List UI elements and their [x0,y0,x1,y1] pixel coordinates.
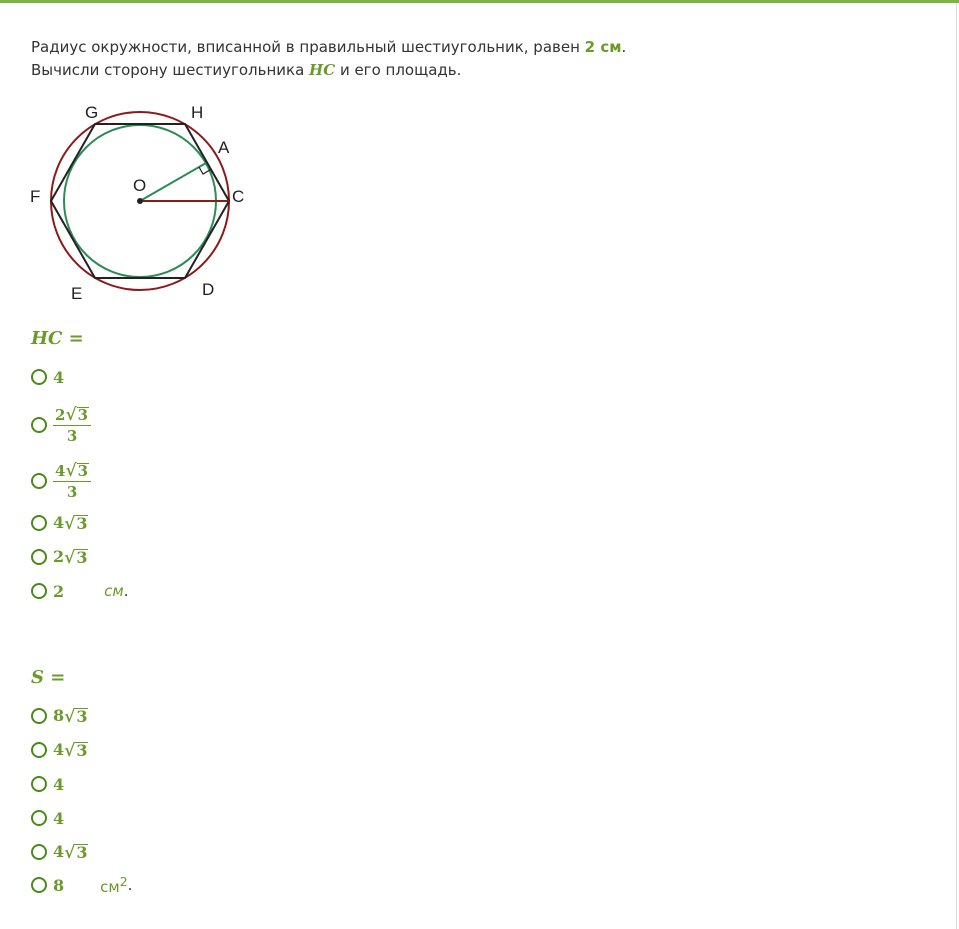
label-e: E [71,284,83,303]
q1-option-4[interactable] [31,511,88,535]
label-h: H [191,103,204,122]
radio-button[interactable] [31,776,47,792]
option-value [53,740,88,760]
top-accent-bar [0,0,959,3]
radio-button[interactable] [31,549,47,565]
radicand: 3 [76,514,88,534]
coefficient: 4 [53,513,65,533]
unit-exponent: 2 [119,874,128,889]
label-f: F [30,187,41,206]
q2-option-6[interactable] [31,873,132,897]
unit-label [100,874,128,896]
radio-button[interactable] [31,844,47,860]
radicand: 3 [76,843,88,863]
q2-option-1[interactable] [31,704,88,728]
radio-button[interactable] [31,369,47,385]
punct: . [123,582,129,600]
label-o: O [133,176,147,195]
label-c: C [232,187,245,206]
sqrt-sign: √ [65,404,77,425]
sqrt [64,842,88,862]
q2-option-3[interactable] [31,772,64,796]
radius-oa [140,163,206,201]
option-value: 4 [53,774,65,794]
coefficient: 8 [53,706,65,726]
radicand: 3 [76,707,88,727]
label-a: A [218,138,230,157]
sqrt-sign: √ [65,460,77,481]
radio-button[interactable] [31,877,47,893]
unit-label: см [104,582,124,600]
task-line-2 [31,59,626,82]
task-text: Радиус окружности, вписанной в правильный шестиугольник, равен [31,38,585,56]
fraction [53,461,91,501]
coefficient: 2 [55,405,66,424]
task-text: Вычисли сторону шестиугольника [31,61,310,79]
sqrt [65,461,89,480]
radicand: 3 [77,462,89,481]
radicand: 3 [76,741,88,761]
q2-label: S = [31,667,66,688]
q1-option-3[interactable] [31,458,91,504]
radio-button[interactable] [31,515,47,531]
q1-option-6[interactable] [31,579,129,603]
q2-option-4[interactable] [31,806,64,830]
option-value [53,706,88,726]
q1-option-2[interactable] [31,402,91,448]
numerator [53,405,91,426]
sqrt-sign: √ [64,740,76,761]
denominator: 3 [66,426,78,445]
option-value [53,547,88,567]
punct: . [621,38,627,56]
center-point-o [137,198,143,204]
sqrt-sign: √ [64,842,76,863]
task-text-end: и его площадь. [335,61,462,79]
task-statement [31,36,626,82]
radius-value: 2 см [584,38,622,56]
q2-option-5[interactable] [31,840,88,864]
fraction [53,405,91,445]
q1-label: HC = [31,328,84,349]
punct: . [127,876,133,894]
q2-option-2[interactable] [31,738,88,762]
coefficient: 4 [55,461,66,480]
radio-button[interactable] [31,708,47,724]
radio-button[interactable] [31,417,47,433]
sqrt [64,740,88,760]
option-value: 8 [53,875,65,895]
q1-option-5[interactable] [31,545,88,569]
task-line-1 [31,36,626,59]
option-value: 4 [53,367,65,387]
sqrt [64,547,88,567]
sqrt [64,706,88,726]
option-value: 2 [53,581,65,601]
radio-button[interactable] [31,742,47,758]
radio-button[interactable] [31,583,47,599]
coefficient: 4 [53,842,65,862]
radio-button[interactable] [31,810,47,826]
numerator [53,461,91,482]
sqrt-sign: √ [64,547,76,568]
sqrt [64,513,88,533]
sqrt-sign: √ [64,513,76,534]
radicand: 3 [76,548,88,568]
coefficient: 4 [53,740,65,760]
side-variable: HC [309,61,336,79]
unit-text: см [100,878,120,896]
sqrt-sign: √ [64,706,76,727]
option-value: 4 [53,808,65,828]
option-value [53,513,88,533]
label-g: G [85,103,99,122]
sqrt [65,405,89,424]
option-value [53,842,88,862]
radicand: 3 [77,406,89,425]
radio-button[interactable] [31,473,47,489]
q1-option-1[interactable] [31,365,64,389]
label-d: D [202,280,215,299]
hexagon-figure [25,98,260,308]
coefficient: 2 [53,547,65,567]
right-divider [956,3,957,929]
denominator: 3 [66,482,78,501]
